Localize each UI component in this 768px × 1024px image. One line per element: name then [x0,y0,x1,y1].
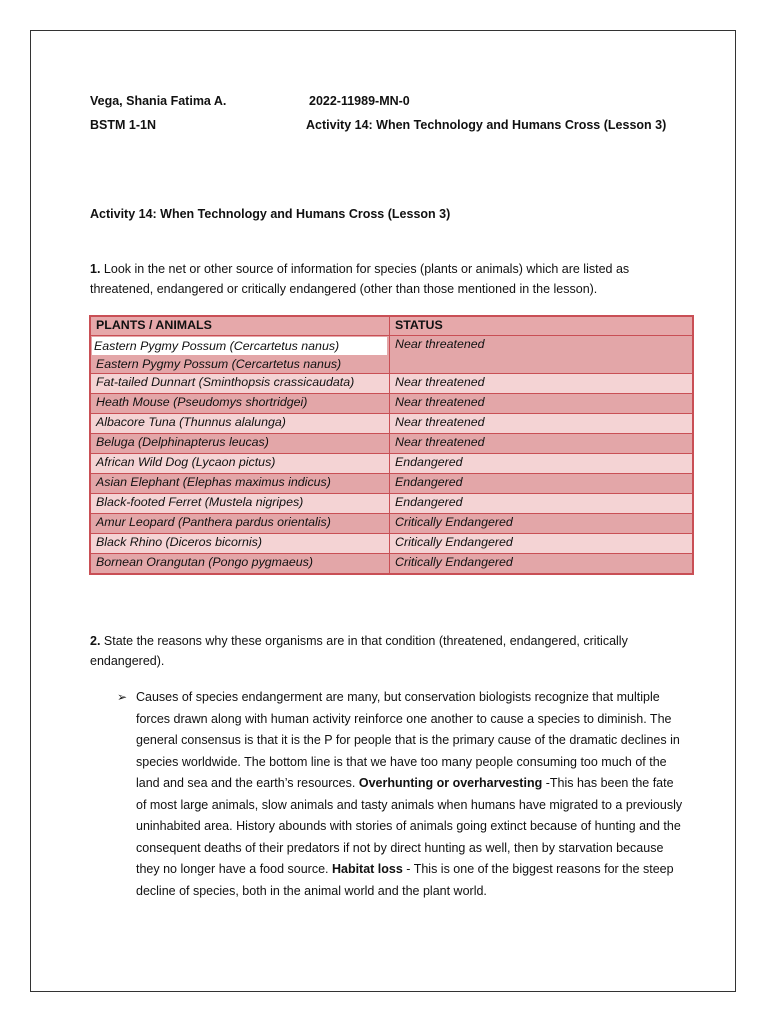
table-row [91,514,693,534]
table-row [91,414,693,434]
status-cell: Near threatened [390,434,693,454]
table-header-status: STATUS [390,317,693,336]
status-cell: Critically Endangered [390,534,693,554]
table-row [91,474,693,494]
species-cell: Amur Leopard (Panthera pardus orientalis) [91,514,390,534]
question-1-text: Look in the net or other source of information for species (plants or animals) which are listed as threatened, endangered or critically endangered (other than those mentioned in the lesson). [90,262,630,296]
status-cell: Critically Endangered [390,514,693,534]
answer-text [136,687,687,902]
status-cell: Critically Endangered [390,554,693,574]
species-cell: Albacore Tuna (Thunnus alalunga) [91,414,390,434]
status-cell: Near threatened [390,394,693,414]
species-cell: Asian Elephant (Elephas maximus indicus) [91,474,390,494]
table-row [91,554,693,574]
species-cell: African Wild Dog (Lycaon pictus) [91,454,390,474]
arrow-bullet-icon: ➢ [117,690,128,704]
answer-intro: Causes of species endangerment are many, but conservation biologists recognize that multiple forces drawn along with human activity reinforce one another to cause a species to diminish. The general consensus is that it is the P for people that is the primary cause of the dramatic declines in species worldwide. The bottom line is that we have too many people consuming too much of the land and sea and the earth’s resources. [136,690,680,790]
status-cell: Endangered [390,494,693,514]
table-row [91,374,693,394]
species-text-box: Eastern Pygmy Possum (Cercartetus nanus) [92,337,387,355]
table-row [91,434,693,454]
species-cell: Black-footed Ferret (Mustela nigripes) [91,494,390,514]
question-2 [90,631,690,671]
status-cell: Near threatened [390,374,693,394]
table-row [91,454,693,474]
species-name: Eastern Pygmy Possum (Cercartetus nanus) [96,357,342,371]
document-page [30,30,736,992]
answer-habitat-loss-text: - This is one of the biggest reasons for the steep decline of species, both in the animal world and the plant world. [136,862,674,898]
student-section: BSTM 1-1N [90,118,156,132]
status-cell: Near threatened [390,336,693,374]
student-id: 2022-11989-MN-0 [309,94,410,108]
status-cell: Endangered [390,474,693,494]
species-cell: Heath Mouse (Pseudomys shortridgei) [91,394,390,414]
table-row [91,494,693,514]
answer-term-habitat-loss: Habitat loss [331,862,403,876]
species-table [90,316,693,574]
species-cell: Fat-tailed Dunnart (Sminthopsis crassicaudata) [91,374,390,394]
species-cell: Beluga (Delphinapterus leucas) [91,434,390,454]
activity-title: Activity 14: When Technology and Humans Cross (Lesson 3) [306,118,667,132]
table-header-species: PLANTS / ANIMALS [91,317,390,336]
status-cell: Near threatened [390,414,693,434]
question-1-number: 1. [90,262,101,276]
question-2-number: 2. [90,634,101,648]
answer-list [117,687,687,902]
answer-overhunting-text: -This has been the fate of most large animals, slow animals and tasty animals when humans have migrated to a previously uninhabited area. History abounds with stories of animals going extinct because of hunting and the consequent deaths of their predators if not by direct hunting as well, then by starvation because they no longer have a food source. [136,776,683,876]
table-row [91,394,693,414]
document-heading: Activity 14: When Technology and Humans Cross (Lesson 3) [90,207,451,221]
table-row [91,534,693,554]
species-cell: Black Rhino (Diceros bicornis) [91,534,390,554]
species-cell: Bornean Orangutan (Pongo pygmaeus) [91,554,390,574]
status-cell: Endangered [390,454,693,474]
question-1 [90,259,690,299]
student-name: Vega, Shania Fatima A. [90,94,227,108]
species-cell [91,336,390,374]
answer-term-overhunting: Overhunting or overharvesting [358,776,543,790]
table-row [91,336,693,374]
question-2-text: State the reasons why these organisms are in that condition (threatened, endangered, critically endangered). [90,634,628,668]
